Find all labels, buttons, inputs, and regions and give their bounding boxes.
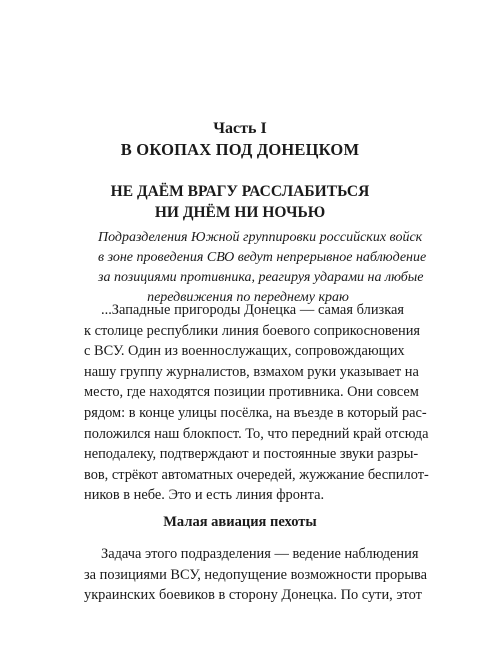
text-line: ников в небе. Это и есть линия фронта.	[84, 487, 325, 504]
lead-line: в зоне проведения СВО ведут непрерывное наблюдение	[98, 250, 427, 265]
text-line: ...Западные пригороды Донецка — самая близкая	[101, 302, 404, 318]
part-label: Часть I	[213, 120, 267, 137]
chapter-title-line: НЕ ДАЁМ ВРАГУ РАССЛАБИТЬСЯ	[110, 183, 370, 200]
text-line: рядом: в конце улицы посёлка, на въезде в который рас-	[84, 404, 427, 421]
text-line: Задача этого подразделения — ведение наблюдения	[101, 546, 419, 562]
text-line: за позициями ВСУ, недопущение возможности прорыва	[84, 566, 428, 583]
text-line: к столице республики линия боевого соприкосновения	[84, 322, 421, 339]
chapter-title-line: НИ ДНЁМ НИ НОЧЬЮ	[154, 204, 326, 221]
text-line: с ВСУ. Один из военнослужащих, сопровождающих	[84, 343, 405, 360]
lead-line: за позициями противника, реагируя ударами на любые	[98, 270, 424, 285]
section-heading: Малая авиация пехоты	[163, 514, 317, 530]
text-line: вов, стрёкот автоматных очередей, жужжание беспилот-	[84, 466, 429, 483]
part-heading	[0, 118, 480, 161]
paragraph-2	[84, 544, 428, 606]
paragraph-1	[84, 300, 429, 506]
chapter-lead	[98, 228, 427, 308]
lead-line: передвижения по переднему краю	[147, 290, 349, 305]
text-line: неподалеку, подтверждают и постоянные звуки разры-	[84, 446, 419, 463]
text-line: место, где находятся позиции противника. Они совсем	[84, 384, 419, 401]
text-line: нашу группу журналистов, взмахом руки указывает на	[84, 363, 419, 380]
text-line: положился наш блокпост. То, что передний край отсюда	[84, 425, 429, 442]
text-line: украинских боевиков в сторону Донецка. По сути, этот	[84, 587, 422, 604]
lead-line: Подразделения Южной группировки российских войск	[98, 230, 423, 245]
chapter-title	[0, 181, 480, 223]
part-title: В ОКОПАХ ПОД ДОНЕЦКОМ	[120, 140, 360, 159]
